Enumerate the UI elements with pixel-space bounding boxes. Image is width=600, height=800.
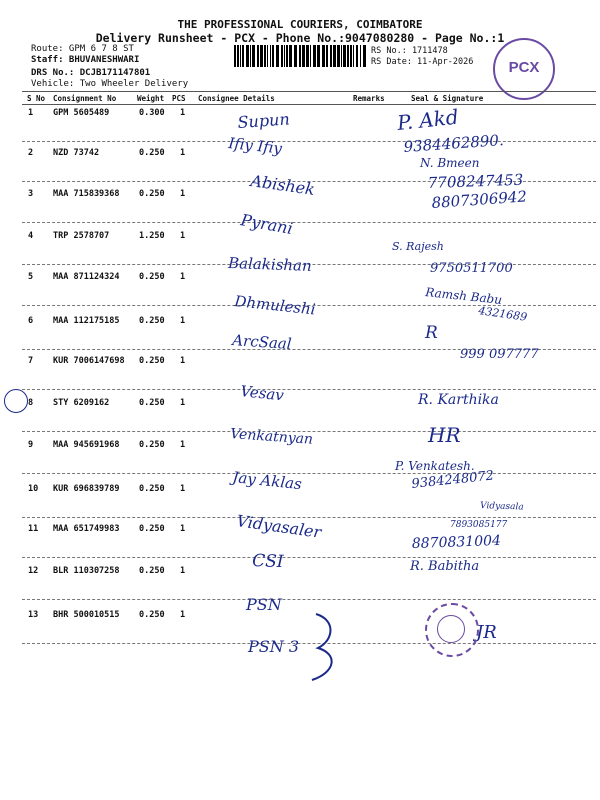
route-label: Route: GPM 6 7 8 ST <box>31 44 134 54</box>
row-weight: 0.250 <box>139 566 165 576</box>
rs-number: RS No.: 1711478 <box>371 46 448 56</box>
signature-handwriting: P. Akd <box>396 104 460 135</box>
row-pcs: 1 <box>180 524 186 534</box>
consignee-handwriting: Abishek <box>249 171 317 199</box>
row-consignment: BHR 500010515 <box>53 610 120 620</box>
barcode-bar <box>234 45 236 67</box>
consignee-handwriting: ArcSaal <box>231 331 293 354</box>
row-sno: 4 <box>28 231 34 241</box>
row-weight: 0.250 <box>139 148 165 158</box>
consignee-handwriting: Supun <box>236 109 291 132</box>
consignee-handwriting: Pyrani <box>239 210 295 239</box>
vehicle-label: Vehicle: Two Wheeler Delivery <box>31 79 189 89</box>
consignee-handwriting: Venkatnyan <box>229 426 314 448</box>
row-sno: 11 <box>28 524 39 534</box>
row-consignment: KUR 7006147698 <box>53 356 125 366</box>
signature-handwriting: HR <box>428 423 461 447</box>
signature-handwriting: 999 097777 <box>460 347 539 362</box>
barcode-bar <box>333 45 336 67</box>
row-pcs: 1 <box>180 566 186 576</box>
row-pcs: 1 <box>180 108 186 118</box>
signature-handwriting: R <box>425 323 438 343</box>
signature-handwriting: 9384462890. <box>403 131 505 156</box>
circle-mark <box>4 389 28 413</box>
row-weight: 0.250 <box>139 610 165 620</box>
row-divider <box>22 141 596 142</box>
signature-handwriting: 9750511700 <box>430 261 513 276</box>
row-weight: 0.250 <box>139 440 165 450</box>
row-divider <box>22 389 596 390</box>
signature-handwriting: Ramsh Babu <box>424 285 503 308</box>
barcode-bar <box>350 45 352 67</box>
row-pcs: 1 <box>180 398 186 408</box>
signature-handwriting: 7893085177 <box>450 520 508 530</box>
signature-handwriting: 7708247453 <box>427 170 524 192</box>
barcode-bar <box>294 45 297 67</box>
row-weight: 0.250 <box>139 484 165 494</box>
company-title: THE PROFESSIONAL COURIERS, COIMBATORE <box>177 18 423 31</box>
row-pcs: 1 <box>180 272 186 282</box>
row-weight: 0.250 <box>139 272 165 282</box>
barcode-bar <box>356 45 358 67</box>
row-weight: 0.300 <box>139 108 165 118</box>
row-sno: 8 <box>28 398 34 408</box>
header-bottom-rule <box>22 104 596 105</box>
barcode-bar <box>237 45 239 67</box>
col-weight: Weight <box>137 94 165 103</box>
rs-date: RS Date: 11-Apr-2026 <box>371 57 474 67</box>
row-consignment: NZD 73742 <box>53 148 100 158</box>
col-consignee: Consignee Details <box>198 94 275 103</box>
row-divider <box>22 431 596 432</box>
row-weight: 0.250 <box>139 356 165 366</box>
row-consignment: STY 6209162 <box>53 398 110 408</box>
row-consignment: KUR 696839789 <box>53 484 120 494</box>
row-consignment: GPM 5605489 <box>53 108 110 118</box>
barcode-bar <box>341 45 342 67</box>
signature-handwriting: R. Karthika <box>418 392 499 408</box>
barcode-bar <box>284 45 285 67</box>
row-sno: 5 <box>28 272 34 282</box>
consignee-handwriting: Vesav <box>239 382 285 405</box>
pcx-stamp-text: PCX <box>508 59 540 76</box>
barcode-bar <box>322 45 325 67</box>
barcode-bar <box>360 45 361 67</box>
consignee-handwriting: PSN <box>246 595 282 614</box>
col-seal-signature: Seal & Signature <box>411 94 484 103</box>
signature-handwriting: N. Bmeen <box>420 156 480 170</box>
barcode-bar <box>272 45 274 67</box>
row-pcs: 1 <box>180 148 186 158</box>
barcode-bar <box>353 45 354 67</box>
row-consignment: MAA 871124324 <box>53 272 120 282</box>
col-remarks: Remarks <box>353 94 385 103</box>
header-top-rule <box>22 91 596 92</box>
row-weight: 1.250 <box>139 231 165 241</box>
barcode-bar <box>276 45 279 67</box>
barcode-bar <box>281 45 283 67</box>
row-sno: 13 <box>28 610 39 620</box>
barcode-bar <box>326 45 328 67</box>
row-divider <box>22 349 596 350</box>
consignee-handwriting: Dhmuleshi <box>233 292 317 319</box>
row-pcs: 1 <box>180 484 186 494</box>
signature-handwriting: S. Rajesh <box>392 240 444 253</box>
consignee-handwriting: Balakishan <box>227 254 313 275</box>
barcode-bar <box>260 45 263 67</box>
row-divider <box>22 517 596 518</box>
barcode-bar <box>246 45 249 67</box>
row-divider <box>22 305 596 306</box>
barcode-bar <box>289 45 292 67</box>
barcode-bar <box>286 45 288 67</box>
barcode-bar <box>264 45 266 67</box>
row-pcs: 1 <box>180 189 186 199</box>
row-sno: 3 <box>28 189 34 199</box>
row-weight: 0.250 <box>139 398 165 408</box>
barcode-bar <box>347 45 349 67</box>
signature-handwriting: 8807306942 <box>431 187 528 212</box>
row-divider <box>22 557 596 558</box>
row-sno: 9 <box>28 440 34 450</box>
col-sno: S No <box>27 94 46 103</box>
signature-handwriting: P. Venkatesh. <box>395 459 475 473</box>
row-pcs: 1 <box>180 356 186 366</box>
barcode-bar <box>343 45 346 67</box>
row-sno: 6 <box>28 316 34 326</box>
barcode-bar <box>363 45 366 67</box>
col-pcs: PCS <box>172 94 186 103</box>
row-consignment: TRP 2578707 <box>53 231 110 241</box>
barcode-bar <box>302 45 305 67</box>
staff-label: Staff: BHUVANESHWARI <box>31 55 140 65</box>
barcode-bar <box>252 45 255 67</box>
barcode-bar <box>310 45 311 67</box>
row-divider <box>22 222 596 223</box>
drs-number: DRS No.: DCJB171147801 <box>31 68 151 78</box>
barcode-bar <box>313 45 316 67</box>
row-pcs: 1 <box>180 610 186 620</box>
row-weight: 0.250 <box>139 524 165 534</box>
signature-handwriting: Vidyasala <box>479 501 524 513</box>
row-consignment: MAA 651749983 <box>53 524 120 534</box>
row-sno: 10 <box>28 484 39 494</box>
row-weight: 0.250 <box>139 189 165 199</box>
row-divider <box>22 599 596 600</box>
row-pcs: 1 <box>180 316 186 326</box>
row-sno: 12 <box>28 566 39 576</box>
barcode-bar <box>267 45 268 67</box>
consignee-handwriting: Vidyasaler <box>235 511 323 542</box>
row-consignment: BLR 110307258 <box>53 566 120 576</box>
barcode-bar <box>317 45 320 67</box>
barcode-bar <box>270 45 271 67</box>
row-pcs: 1 <box>180 440 186 450</box>
barcode-bar <box>257 45 259 67</box>
row-divider <box>22 181 596 182</box>
barcode-bar <box>330 45 332 67</box>
barcode-bar <box>250 45 251 67</box>
barcode-bar <box>242 45 244 67</box>
col-consignment: Consignment No <box>53 94 117 103</box>
signature-handwriting: 4321689 <box>477 304 528 324</box>
consignee-handwriting: PSN 3 <box>248 637 299 656</box>
barcode <box>233 45 368 67</box>
company-seal-inner <box>437 615 465 643</box>
barcode-bar <box>299 45 301 67</box>
barcode-bar <box>306 45 309 67</box>
row-consignment: MAA 112175185 <box>53 316 120 326</box>
consignee-handwriting: Jay Aklas <box>231 468 303 494</box>
row-pcs: 1 <box>180 231 186 241</box>
signature-handwriting: R. Babitha <box>410 559 480 574</box>
signature-handwriting: JR <box>476 622 497 643</box>
barcode-bar <box>337 45 340 67</box>
row-consignment: MAA 715839368 <box>53 189 120 199</box>
consignee-handwriting: Ifiy Ifiy <box>227 134 283 158</box>
runsheet-title: Delivery Runsheet - PCX - Phone No.:9047080280 - Page No.:1 <box>95 31 505 45</box>
signature-handwriting: 8870831004 <box>411 532 502 552</box>
row-consignment: MAA 945691968 <box>53 440 120 450</box>
barcode-bar <box>240 45 241 67</box>
row-sno: 1 <box>28 108 34 118</box>
bracket-stroke <box>312 614 332 680</box>
row-divider <box>22 264 596 265</box>
consignee-handwriting: CSI <box>251 551 284 573</box>
signature-handwriting: 9384248072 <box>410 468 495 492</box>
row-divider <box>22 473 596 474</box>
row-divider <box>22 643 596 644</box>
row-sno: 2 <box>28 148 34 158</box>
row-weight: 0.250 <box>139 316 165 326</box>
row-sno: 7 <box>28 356 34 366</box>
